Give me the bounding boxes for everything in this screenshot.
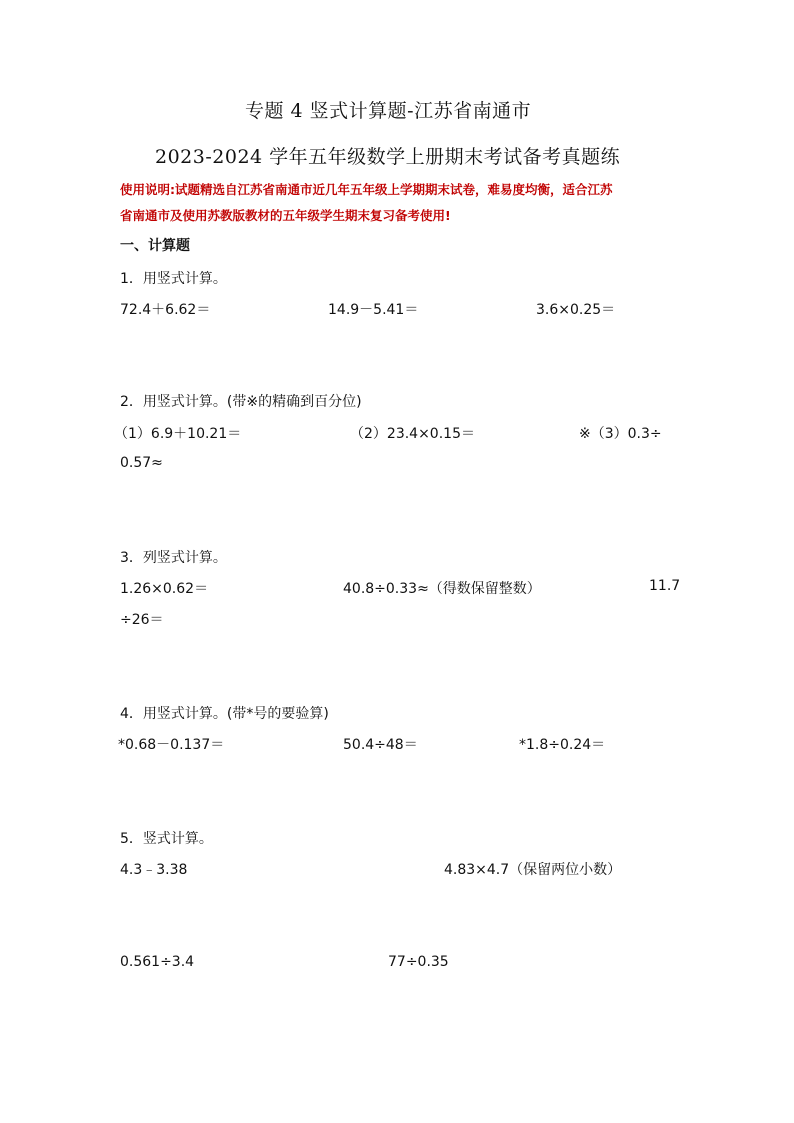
q5-item: 77÷0.35 [388, 954, 449, 970]
question-3-prompt: 3．列竖式计算。 [120, 550, 227, 566]
section-heading: 一、计算题 [120, 238, 190, 254]
question-5-prompt: 5．竖式计算。 [120, 831, 213, 847]
doc-title-line2: 2023-2024 学年五年级数学上册期末考试备考真题练 [155, 146, 621, 168]
q5-item: 0.561÷3.4 [120, 954, 195, 970]
q5-item: 4.3﹣3.38 [120, 862, 188, 878]
usage-note-line2: 省南通市及使用苏教版教材的五年级学生期末复习备考使用! [120, 208, 451, 223]
doc-title-line1: 专题 4 竖式计算题-江苏省南通市 [245, 100, 532, 122]
question-4-prompt: 4．用竖式计算。(带*号的要验算) [120, 706, 329, 722]
question-1-prompt: 1．用竖式计算。 [120, 271, 227, 287]
q2-item: ※（3）0.3÷ [579, 426, 662, 442]
q1-item: 14.9－5.41＝ [328, 302, 419, 318]
q1-item: 3.6×0.25＝ [536, 302, 616, 318]
q4-item: 50.4÷48＝ [343, 737, 418, 753]
q4-item: *1.8÷0.24＝ [519, 737, 606, 753]
q5-item: 4.83×4.7（保留两位小数） [444, 862, 622, 878]
q3-item: 11.7 [649, 578, 681, 594]
question-2-prompt: 2．用竖式计算。(带※的精确到百分位) [120, 394, 362, 410]
q3-item: 1.26×0.62＝ [120, 581, 209, 597]
q2-item: 0.57≈ [120, 455, 163, 471]
q4-item: *0.68－0.137＝ [118, 737, 225, 753]
q2-item: （1）6.9＋10.21＝ [114, 426, 242, 442]
usage-note-line1: 使用说明:试题精选自江苏省南通市近几年五年级上学期期末试卷，难易度均衡，适合江苏 [120, 182, 613, 197]
q2-item: （2）23.4×0.15＝ [350, 426, 475, 442]
q3-item: ÷26＝ [120, 612, 164, 628]
q1-item: 72.4＋6.62＝ [120, 302, 211, 318]
q3-item: 40.8÷0.33≈（得数保留整数） [343, 581, 541, 597]
